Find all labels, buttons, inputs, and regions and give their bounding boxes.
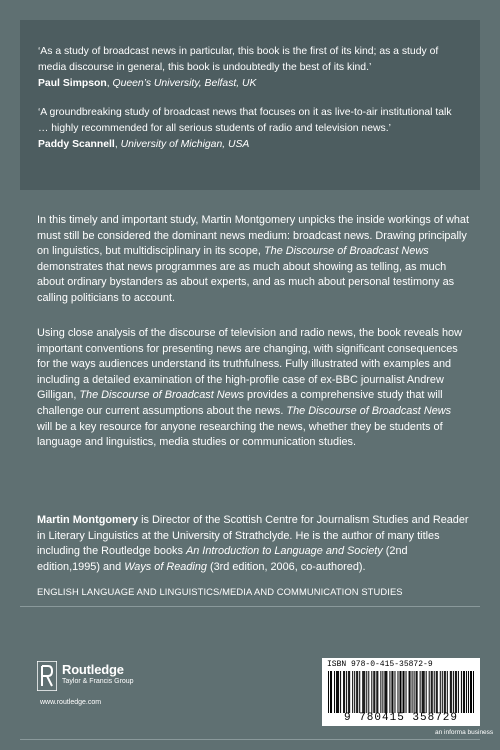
quote-2-affiliation: University of Michigan, USA	[120, 139, 250, 150]
barcode-icon	[328, 671, 474, 713]
bio-book-title-1: An Introduction to Language and Society	[185, 545, 383, 558]
description-paragraph-2	[37, 326, 469, 451]
bio-book-title-2: Ways of Reading	[124, 560, 207, 573]
publisher-name: Routledge	[62, 662, 124, 677]
publisher-website: www.routledge.com	[40, 699, 102, 706]
quote-1-text: ‘As a study of broadcast news in particular, this book is the first of its kind; as a study of media discourse in general, this book is undoubtedly the best of its kind.’	[38, 46, 439, 73]
quote-1-author: Paul Simpson	[38, 78, 107, 89]
p2-text-c: will be a key resource for anyone researching the news, whether they be students of language and linguistics, media studies or communication studies.	[37, 420, 443, 449]
parent-company: an informa business	[435, 729, 494, 736]
p1-book-title: The Discourse of Broadcast News	[264, 245, 429, 258]
subject-category: ENGLISH LANGUAGE AND LINGUISTICS/MEDIA AND COMMUNICATION STUDIES	[37, 586, 403, 597]
barcode-digits: 9 780415 358729	[343, 712, 459, 724]
p2-book-title-2: The Discourse of Broadcast News	[286, 404, 452, 417]
p1-text-b: demonstrates that news programmes are as much about showing as telling, as much about ordinary bystanders as about experts, and as much about personal testimony as calling politicians to account.	[37, 260, 455, 304]
bio-text-c: (3rd edition, 2006, co-authored).	[206, 560, 366, 573]
quote-2-attribution: Paddy Scannell, University of Michigan, USA	[38, 139, 250, 150]
author-name: Martin Montgomery	[37, 514, 139, 526]
isbn-barcode	[322, 658, 480, 726]
isbn-number: ISBN 978-0-415-35872-9	[327, 660, 433, 669]
bio-text-a: is Director of the Scottish Centre for Journalism Studies and Reader in Literary Linguistics at the University of Strathclyde. He is the author of many titles including the Routledge books	[37, 514, 469, 558]
routledge-logo-icon	[37, 661, 57, 691]
divider-bottom	[20, 739, 480, 740]
quote-2-author: Paddy Scannell	[38, 139, 115, 150]
description-paragraph-1	[37, 213, 469, 307]
author-bio	[37, 513, 469, 575]
p2-text-a: Using close analysis of the discourse of television and radio news, the book reveals how important conventions for presenting news are changing, with significant consequences for the ways audiences understand its truthfulness. Fully illustrated with examples and including a detailed examination of the high-profile case of ex-BBC journalist Andrew Gilligan,	[37, 327, 462, 402]
p2-text-b: provides a comprehensive study that will challenge our current assumptions about the news.	[37, 389, 443, 417]
quote-1-attribution: Paul Simpson, Queen’s University, Belfast, UK	[38, 78, 257, 89]
quote-2-text: ‘A groundbreaking study of broadcast news that focuses on it as live-to-air institutional talk … highly recommended for all serious students of radio and television news.’	[38, 107, 452, 134]
p1-text-a: In this timely and important study, Martin Montgomery unpicks the inside workings of what must still be considered the dominant news medium: broadcast news. Drawing principally on linguistics, but multidisciplinary in its scope,	[37, 214, 469, 258]
quote-1-affiliation: Queen’s University, Belfast, UK	[112, 78, 257, 89]
publisher-group: Taylor & Francis Group	[62, 678, 134, 685]
bio-text-b: (2nd edition,1995) and	[37, 545, 408, 573]
endorsement-box	[20, 20, 480, 190]
divider-top	[20, 606, 480, 607]
p2-book-title-1: The Discourse of Broadcast News	[79, 389, 245, 402]
